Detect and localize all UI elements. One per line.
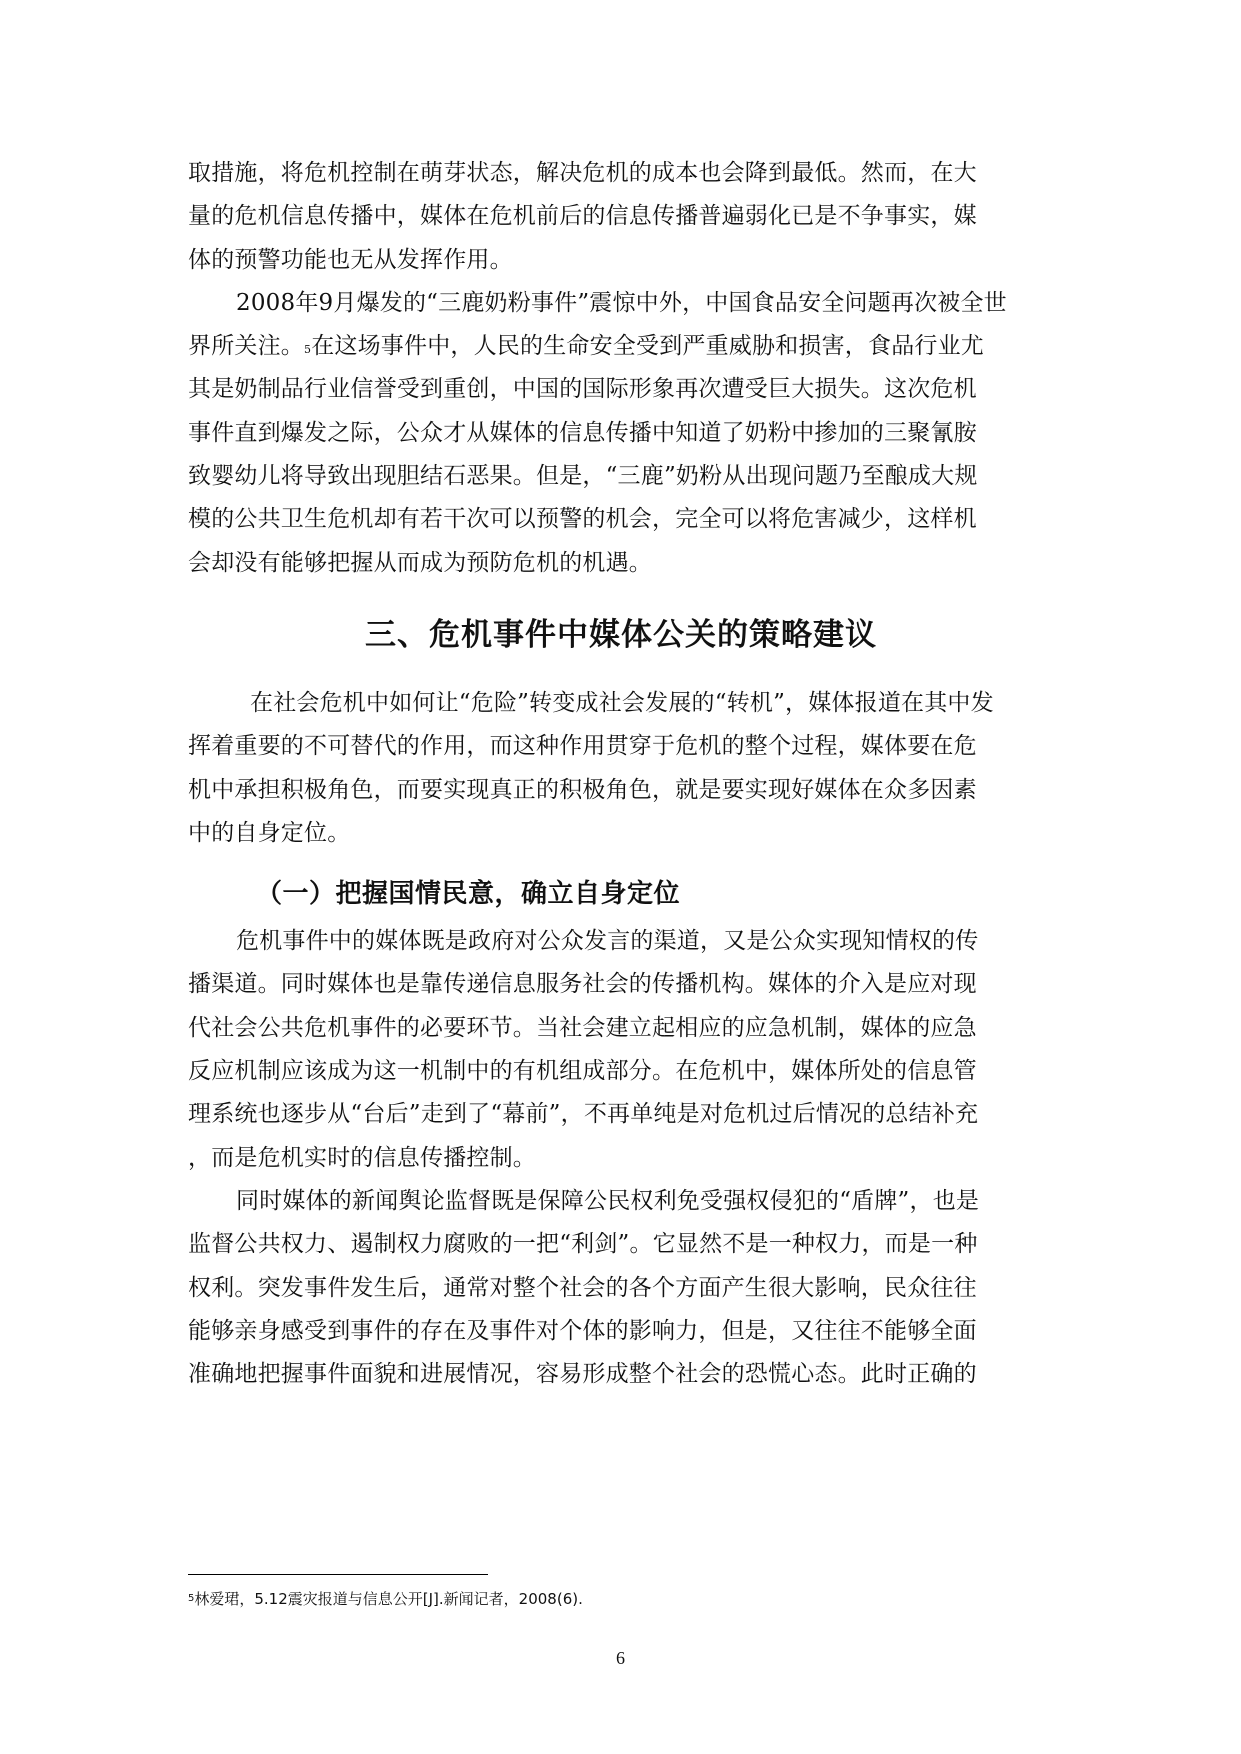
text-line: 挥着重要的不可替代的作用，而这种作用贯穿于危机的整个过程，媒体要在危 [188, 733, 977, 760]
text-line: 会却没有能够把握从而成为预防危机的机遇。 [188, 549, 652, 576]
text-line: 体的预警功能也无从发挥作用。 [188, 246, 513, 273]
paragraph-3 [188, 682, 1054, 855]
text-segment: 在这场事件中，人民的生命安全受到严重威胁和损害，食品行业尤 [311, 333, 985, 360]
text-line: 在社会危机中如何让“危险”转变成社会发展的“转机”，媒体报道在其中发 [250, 689, 994, 716]
text-line [188, 325, 1054, 368]
footnote-divider [188, 1574, 488, 1575]
page-number: 6 [616, 1648, 625, 1668]
footnote-reference[interactable]: 5 [304, 343, 312, 357]
text-line: 危机事件中的媒体既是政府对公众发言的渠道，又是公众实现知情权的传 [236, 928, 979, 955]
text-line: 监督公共权力、遏制权力腐败的一把“利剑”。它显然不是一种权力，而是一种 [188, 1231, 978, 1258]
text-line: 准确地把握事件面貌和进展情况，容易形成整个社会的恐慌心态。此时正确的 [188, 1361, 977, 1388]
text-line: 事件直到爆发之际，公众才从媒体的信息传播中知道了奶粉中掺加的三聚氰胺 [188, 419, 977, 446]
text-line: 量的危机信息传播中，媒体在危机前后的信息传播普遍弱化已是不争事实，媒 [188, 203, 977, 230]
section-heading: 三、危机事件中媒体公关的策略建议 [365, 616, 877, 653]
text-line: 理系统也逐步从“台后”走到了“幕前”，不再单纯是对危机过后情况的总结补充 [188, 1101, 979, 1128]
text-line: 能够亲身感受到事件的存在及事件对个体的影响力，但是，又往往不能够全面 [188, 1317, 977, 1344]
paragraph-1 [188, 152, 1054, 282]
text-line: 中的自身定位。 [188, 819, 351, 846]
text-line: ，而是危机实时的信息传播控制。 [188, 1144, 536, 1171]
text-line: 代社会公共危机事件的必要环节。当社会建立起相应的应急机制，媒体的应急 [188, 1014, 977, 1041]
footnote-marker: 5 [188, 1593, 195, 1604]
footnote [188, 1588, 583, 1610]
paragraph-5 [188, 1180, 1054, 1396]
text-line: 2008年9月爆发的“三鹿奶粉事件”震惊中外，中国食品安全问题再次被全世 [236, 289, 1007, 316]
paragraph-4 [188, 920, 1054, 1180]
text-line: 反应机制应该成为这一机制中的有机组成部分。在危机中，媒体所处的信息管 [188, 1058, 977, 1085]
text-line: 致婴幼儿将导致出现胆结石恶果。但是，“三鹿”奶粉从出现问题乃至酿成大规 [188, 463, 978, 490]
text-segment: 界所关注。 [188, 333, 304, 360]
text-line: 取措施，将危机控制在萌芽状态，解决危机的成本也会降到最低。然而，在大 [188, 160, 977, 186]
page-body [188, 152, 1054, 1396]
text-line: 模的公共卫生危机却有若干次可以预警的机会，完全可以将危害减少，这样机 [188, 506, 977, 533]
subsection-heading: （一）把握国情民意，确立自身定位 [256, 879, 681, 910]
footnote-text: 林爱珺，5.12震灾报道与信息公开[J].新闻记者，2008(6). [194, 1590, 583, 1608]
text-line: 其是奶制品行业信誉受到重创，中国的国际形象再次遭受巨大损失。这次危机 [188, 376, 977, 403]
text-line: 播渠道。同时媒体也是靠传递信息服务社会的传播机构。媒体的介入是应对现 [188, 971, 977, 998]
paragraph-2 [188, 282, 1054, 585]
text-line: 同时媒体的新闻舆论监督既是保障公民权利免受强权侵犯的“盾牌”，也是 [236, 1187, 980, 1214]
text-line: 机中承担积极角色，而要实现真正的积极角色，就是要实现好媒体在众多因素 [188, 776, 977, 803]
text-line: 权利。突发事件发生后，通常对整个社会的各个方面产生很大影响，民众往往 [188, 1274, 977, 1301]
